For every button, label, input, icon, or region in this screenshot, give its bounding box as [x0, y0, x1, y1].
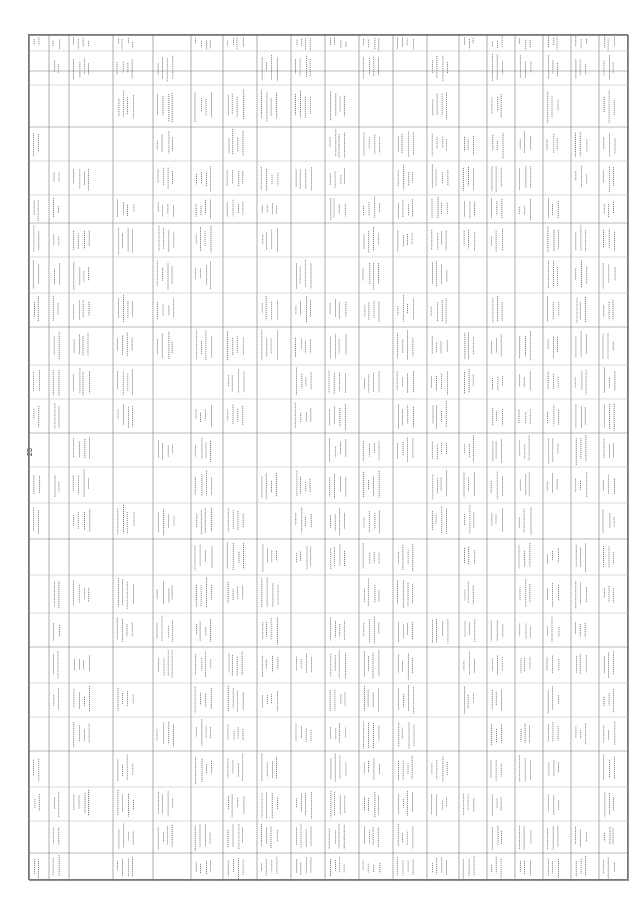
rotated-table	[28, 34, 628, 880]
page-number: 25	[27, 447, 34, 457]
table-border	[30, 36, 629, 881]
rotated-table-grid	[29, 35, 629, 881]
